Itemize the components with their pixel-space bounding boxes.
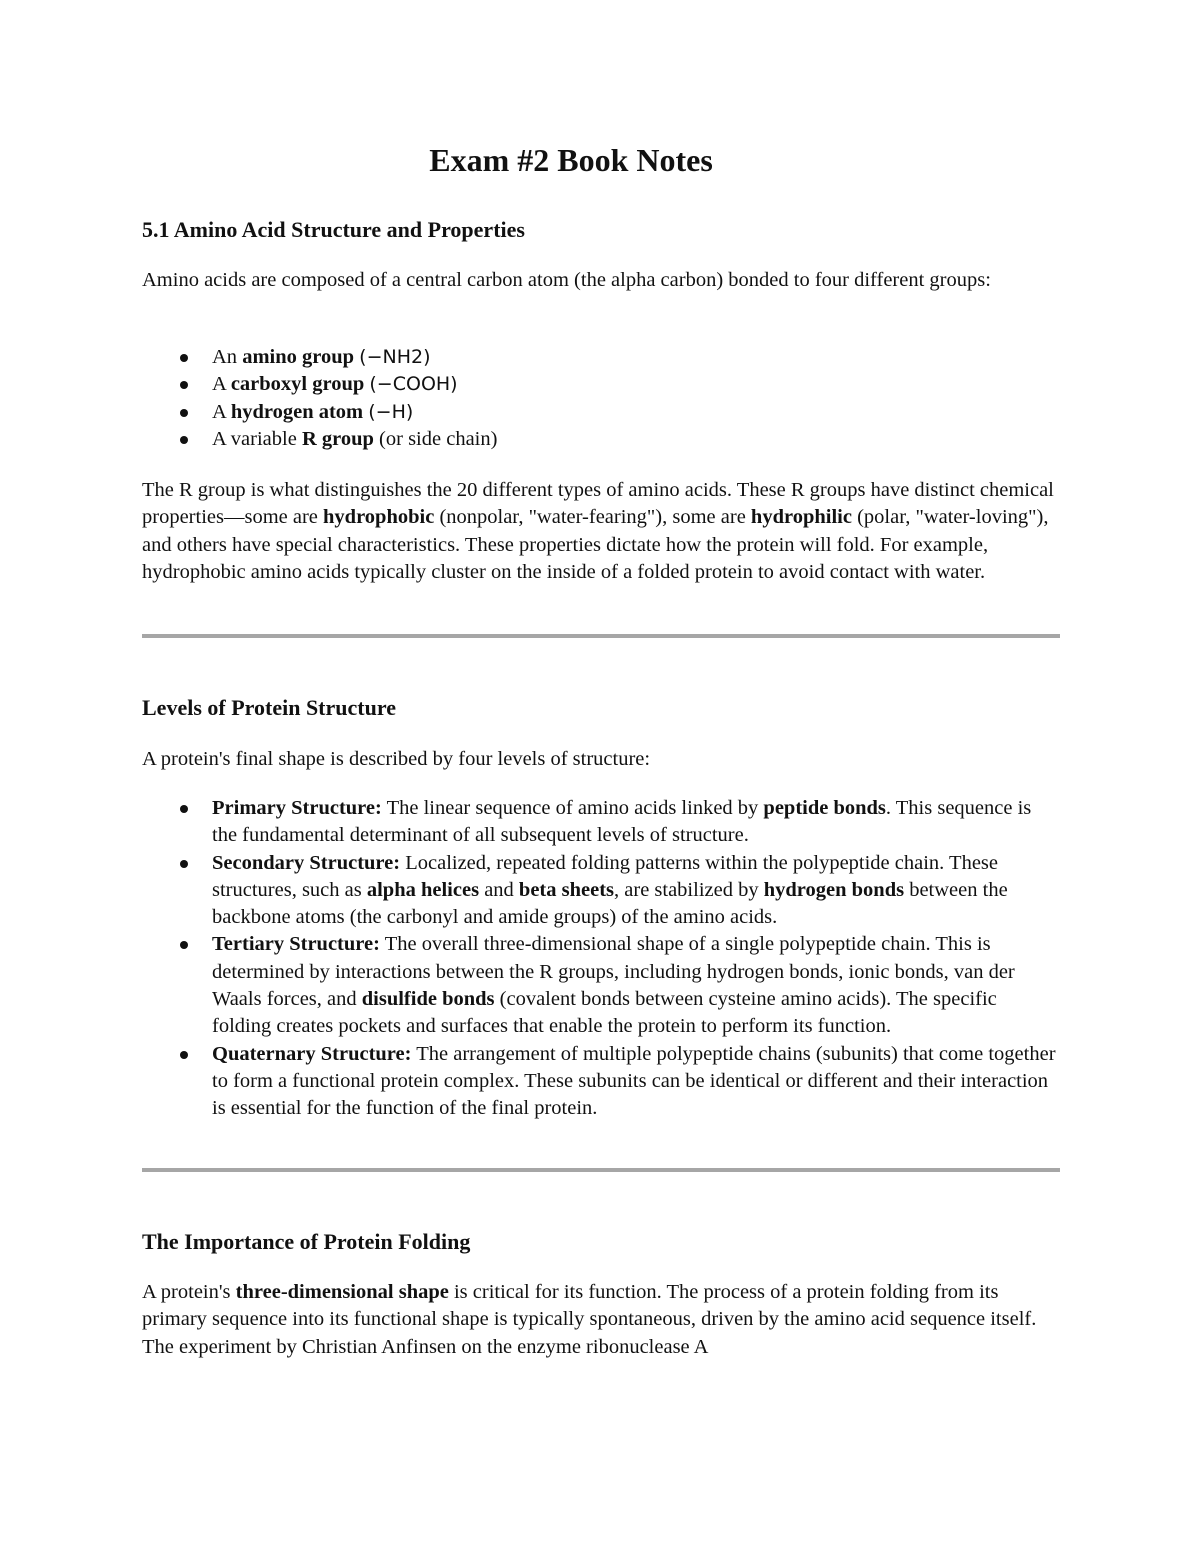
list-item: An amino group (−NH2)	[142, 344, 1060, 371]
list-item: A hydrogen atom (−H)	[142, 399, 1060, 426]
amino-acid-groups-list	[142, 344, 1060, 453]
list-item: A carboxyl group (−COOH)	[142, 371, 1060, 398]
list-item-tertiary-structure: Tertiary Structure: The overall three-dimensional shape of a single polypeptide chain. This is determined by interactions between the R groups, including hydrogen bonds, ionic bonds, van der Waals forces, and disulfide bonds (covalent bonds between cysteine amino acids). The specific folding creates pockets and surfaces that enable the protein to perform its function.	[142, 931, 1060, 1040]
r-group-paragraph: The R group is what distinguishes the 20 different types of amino acids. These R groups have distinct chemical properties—some are hydrophobic (nonpolar, "water-fearing"), some are hydrophilic (polar, "water-loving"), and others have special characteristics. These properties dictate how the protein will fold. For example, hydrophobic amino acids typically cluster on the inside of a folded protein to avoid contact with water.	[142, 479, 1054, 583]
section-heading-amino-acid-structure: 5.1 Amino Acid Structure and Properties	[142, 217, 525, 242]
section-divider	[142, 1168, 1060, 1172]
amino-acid-intro-paragraph: Amino acids are composed of a central carbon atom (the alpha carbon) bonded to four different groups:	[142, 269, 991, 291]
list-item-secondary-structure: Secondary Structure: Localized, repeated folding patterns within the polypeptide chain. These structures, such as alpha helices and beta sheets, are stabilized by hydrogen bonds between the backbone atoms (the carbonyl and amide groups) of the amino acids.	[142, 850, 1060, 932]
section-divider	[142, 634, 1060, 638]
section-heading-protein-structure: Levels of Protein Structure	[142, 695, 396, 720]
list-item: A variable R group (or side chain)	[142, 426, 1060, 453]
section-heading-protein-folding: The Importance of Protein Folding	[142, 1229, 471, 1254]
list-item-primary-structure: Primary Structure: The linear sequence of amino acids linked by peptide bonds. This sequence is the fundamental determinant of all subsequent levels of structure.	[142, 795, 1060, 850]
protein-folding-paragraph: A protein's three-dimensional shape is critical for its function. The process of a protein folding from its primary sequence into its functional shape is typically spontaneous, driven by the amino acid sequence itself. The experiment by Christian Anfinsen on the enzyme ribonuclease A	[142, 1281, 1037, 1358]
list-item-quaternary-structure: Quaternary Structure: The arrangement of multiple polypeptide chains (subunits) that come together to form a functional protein complex. These subunits can be identical or different and their interaction is essential for the function of the final protein.	[142, 1041, 1060, 1123]
structure-levels-list	[142, 795, 1060, 1123]
page-title: Exam #2 Book Notes	[429, 142, 713, 178]
protein-structure-intro-paragraph: A protein's final shape is described by four levels of structure:	[142, 748, 651, 770]
